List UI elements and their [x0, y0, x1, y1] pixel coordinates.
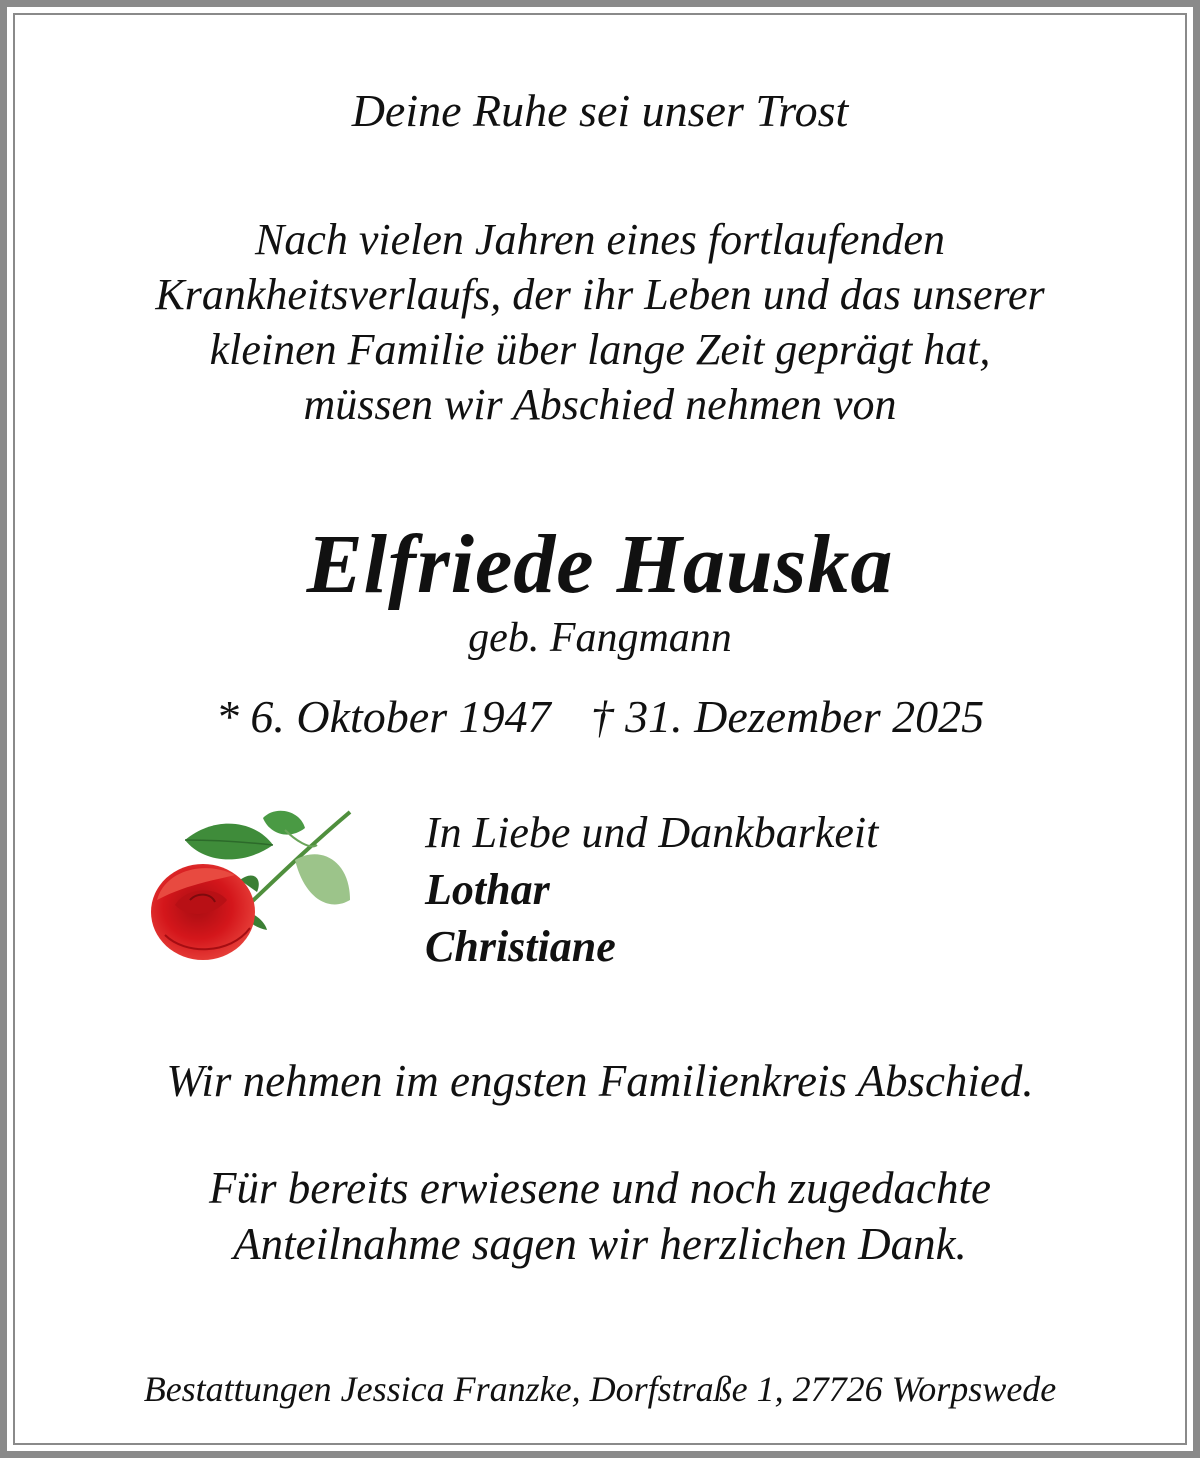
intro-line: müssen wir Abschied nehmen von: [303, 380, 897, 429]
life-dates: [0, 690, 1200, 743]
death-date: † 31. Dezember 2025: [590, 691, 985, 742]
intro-text: [0, 212, 1200, 432]
thanks-line: Anteilnahme sagen wir herzlichen Dank.: [233, 1219, 967, 1269]
red-rose-icon: [145, 800, 360, 970]
undertaker-address: Bestattungen Jessica Franzke, Dorfstraße 1, 27726 Worpswede: [143, 1369, 1057, 1409]
mourners-block: [425, 804, 878, 975]
motto: Deine Ruhe sei unser Trost: [351, 85, 849, 136]
mourner-name: Christiane: [425, 922, 616, 971]
thanks-line: Für bereits erwiesene und noch zugedachte: [209, 1163, 991, 1213]
intro-line: kleinen Familie über lange Zeit geprägt hat,: [209, 325, 991, 374]
intro-line: Nach vielen Jahren eines fortlaufenden: [255, 215, 945, 264]
birth-name: geb. Fangmann: [468, 615, 732, 661]
mourner-name: Lothar: [425, 865, 550, 914]
greeting: In Liebe und Dankbarkeit: [425, 808, 879, 857]
farewell-text: Wir nehmen im engsten Familienkreis Abschied.: [166, 1056, 1034, 1106]
birth-date: * 6. Oktober 1947: [215, 691, 551, 742]
deceased-name: Elfriede Hauska: [306, 518, 894, 611]
thanks-text: [0, 1160, 1200, 1272]
intro-line: Krankheitsverlaufs, der ihr Leben und das unserer: [155, 270, 1045, 319]
